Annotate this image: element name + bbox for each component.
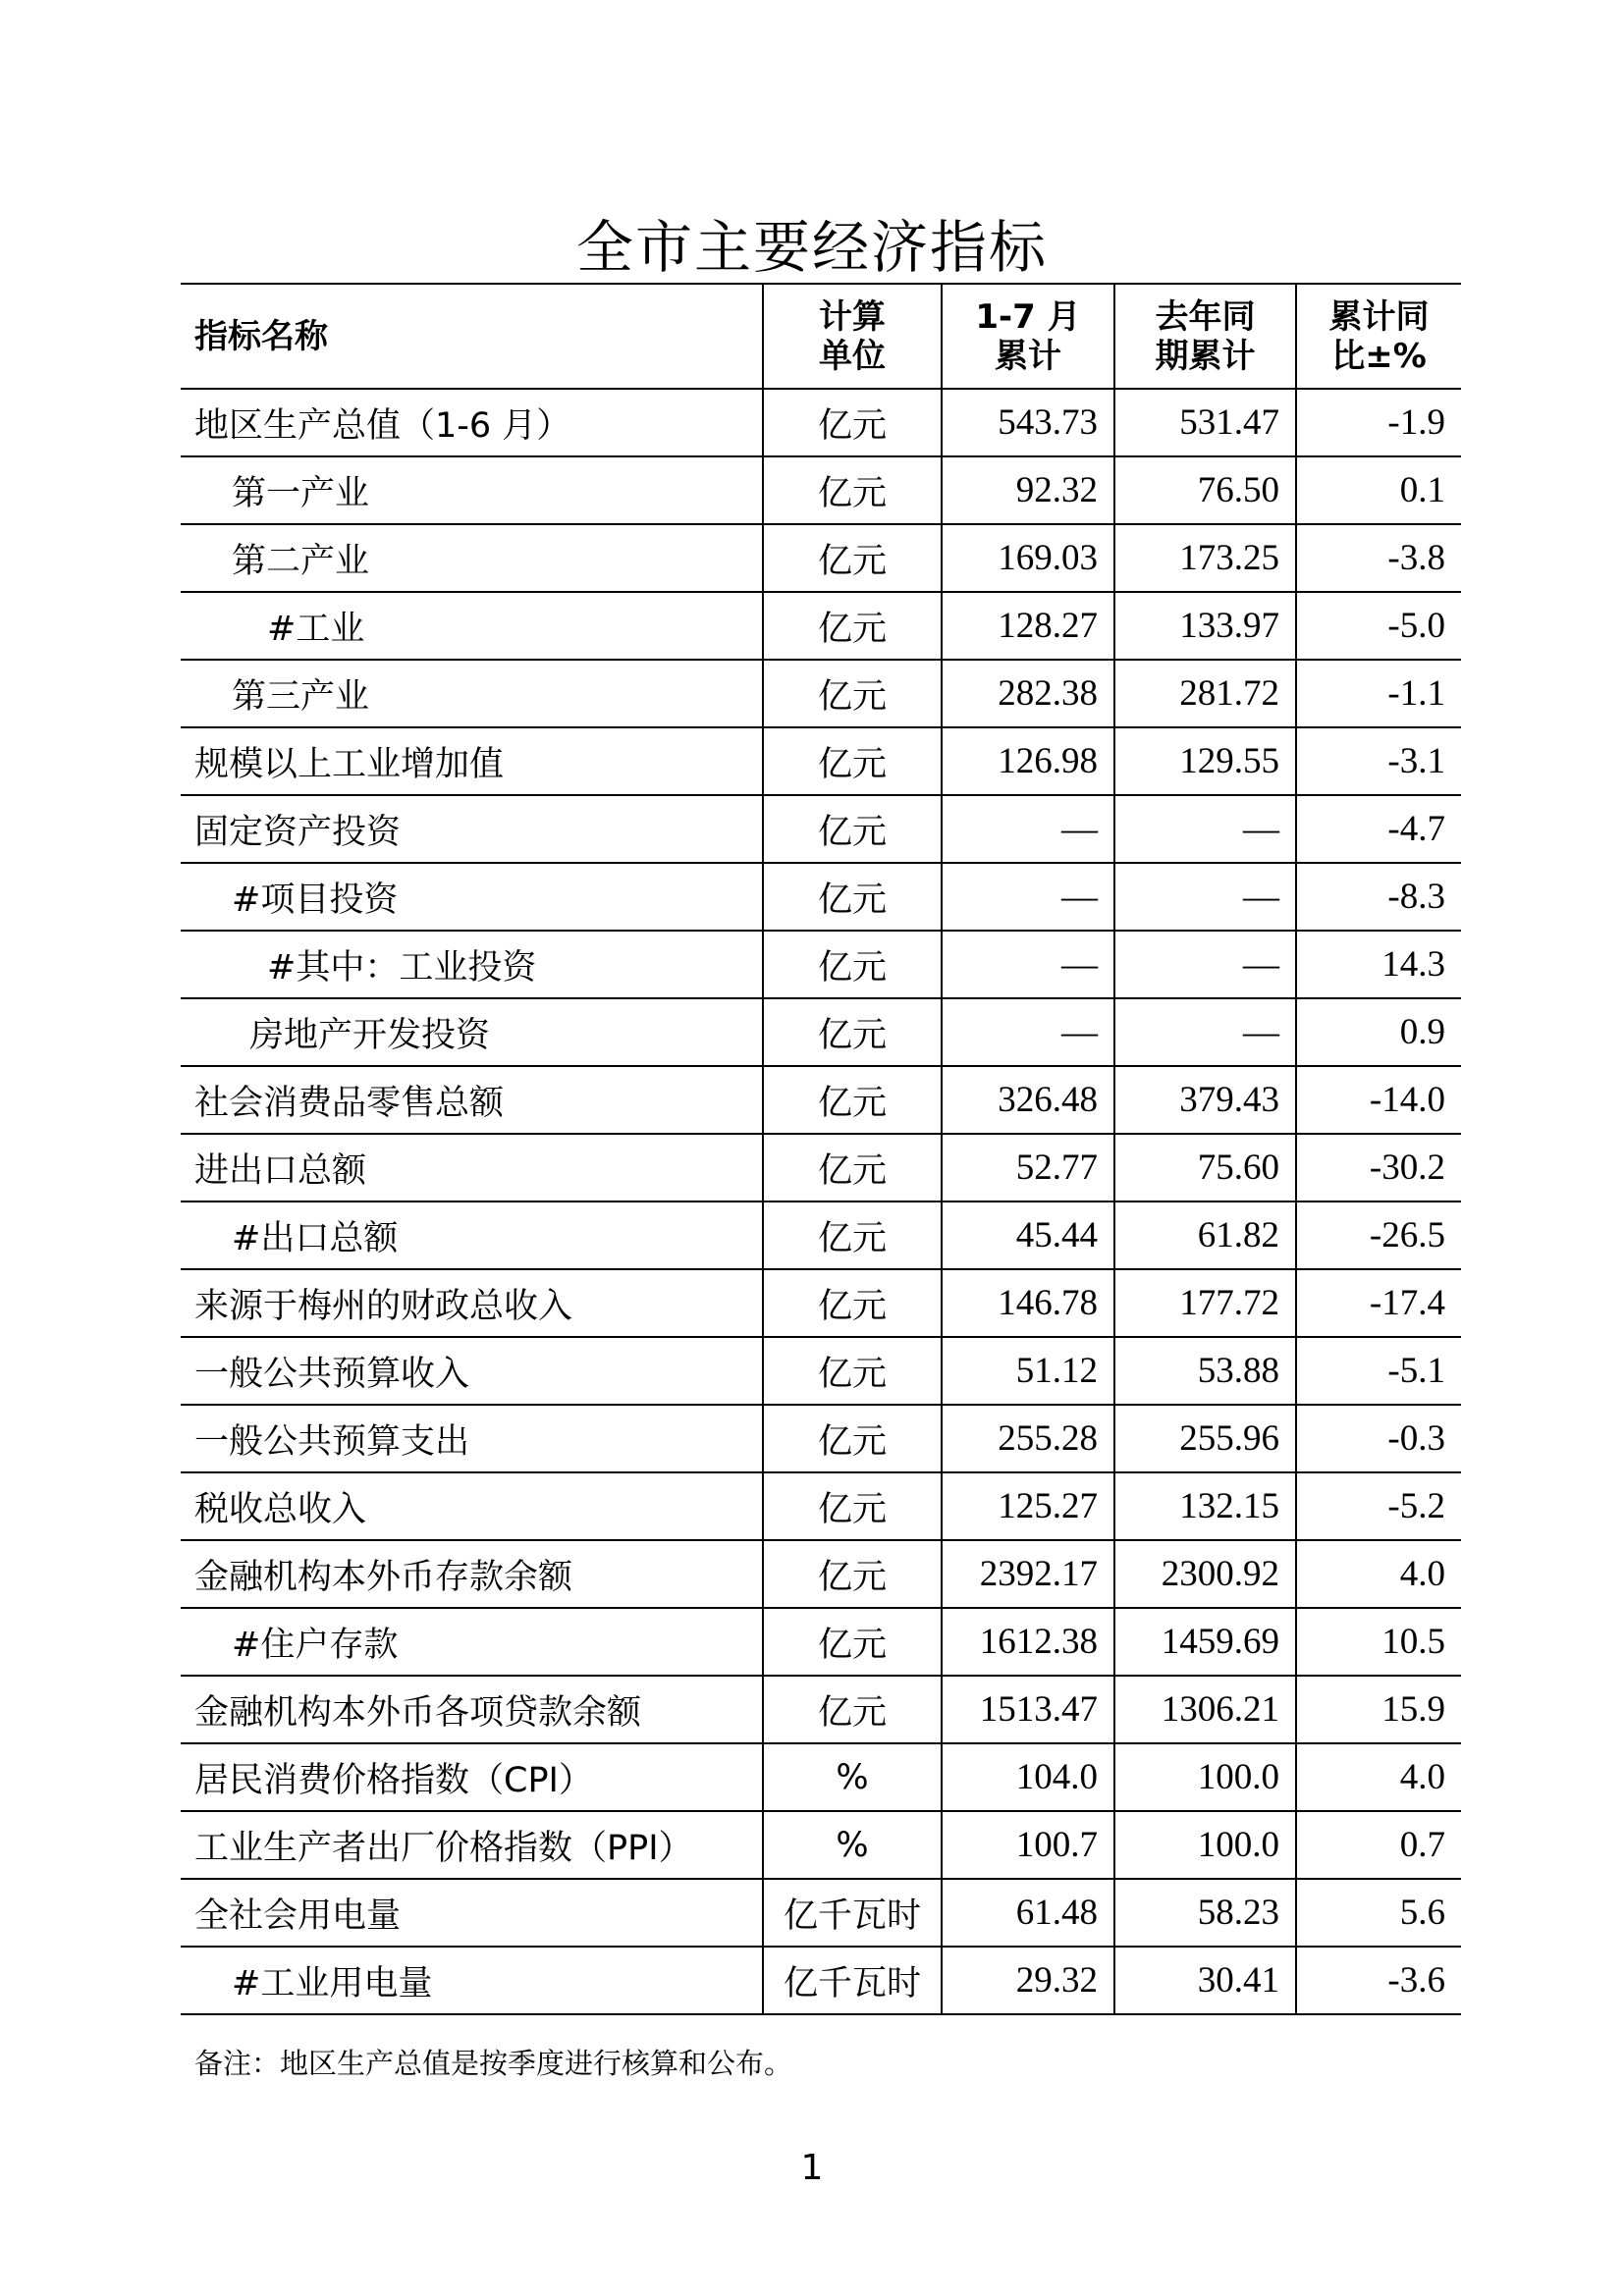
indicator-name-cell: 工业生产者出厂价格指数（PPI） (181, 1811, 763, 1879)
yoy-change-cell: 0.9 (1296, 998, 1461, 1066)
table-row (181, 1676, 1461, 1743)
indicator-name-cell: 一般公共预算收入 (181, 1337, 763, 1405)
header-yoy-change (1296, 284, 1461, 389)
table-row (181, 1879, 1461, 1947)
previous-value-cell: 132.15 (1114, 1472, 1296, 1540)
previous-value-cell: 30.41 (1114, 1947, 1296, 2014)
yoy-change-cell: -5.1 (1296, 1337, 1461, 1405)
yoy-change-cell: 5.6 (1296, 1879, 1461, 1947)
table-row (181, 1608, 1461, 1676)
unit-cell: 亿元 (763, 1269, 942, 1337)
header-row (181, 284, 1461, 389)
unit-cell: 亿元 (763, 1134, 942, 1201)
indicator-name-cell: #工业 (181, 592, 763, 660)
current-value-cell: 92.32 (942, 456, 1114, 524)
yoy-change-cell: 15.9 (1296, 1676, 1461, 1743)
table-row (181, 660, 1461, 727)
yoy-change-cell: 10.5 (1296, 1608, 1461, 1676)
yoy-change-cell: -30.2 (1296, 1134, 1461, 1201)
previous-value-cell: 1459.69 (1114, 1608, 1296, 1676)
table-row (181, 1269, 1461, 1337)
current-value-cell: 100.7 (942, 1811, 1114, 1879)
unit-cell: 亿元 (763, 389, 942, 456)
header-current-cumulative (942, 284, 1114, 389)
current-value-cell: — (942, 998, 1114, 1066)
table-row (181, 1134, 1461, 1201)
table-row (181, 1743, 1461, 1811)
unit-cell: 亿元 (763, 456, 942, 524)
indicator-name-cell: 一般公共预算支出 (181, 1405, 763, 1472)
indicator-name-cell: #出口总额 (181, 1201, 763, 1269)
current-value-cell: 255.28 (942, 1405, 1114, 1472)
yoy-change-cell: -3.6 (1296, 1947, 1461, 2014)
indicator-name-cell: #其中：工业投资 (181, 931, 763, 998)
yoy-change-cell: 0.1 (1296, 456, 1461, 524)
footnote: 备注：地区生产总值是按季度进行核算和公布。 (194, 2047, 793, 2080)
table-row (181, 524, 1461, 592)
current-value-cell: 1612.38 (942, 1608, 1114, 1676)
indicator-name-cell: 全社会用电量 (181, 1879, 763, 1947)
current-value-cell: 1513.47 (942, 1676, 1114, 1743)
page-title: 全市主要经济指标 (575, 214, 1048, 281)
previous-value-cell: 61.82 (1114, 1201, 1296, 1269)
unit-cell: 亿元 (763, 1201, 942, 1269)
current-value-cell: 125.27 (942, 1472, 1114, 1540)
table-row (181, 1947, 1461, 2014)
current-value-cell: 2392.17 (942, 1540, 1114, 1608)
header-unit-line2: 单位 (819, 336, 886, 376)
current-value-cell: 543.73 (942, 389, 1114, 456)
unit-cell: 亿元 (763, 1676, 942, 1743)
current-value-cell: 128.27 (942, 592, 1114, 660)
previous-value-cell: 100.0 (1114, 1811, 1296, 1879)
yoy-change-cell: -26.5 (1296, 1201, 1461, 1269)
indicator-name-cell: 进出口总额 (181, 1134, 763, 1201)
table-header (181, 284, 1461, 389)
header-unit-line1: 计算 (819, 296, 886, 337)
indicators-table (181, 283, 1461, 2015)
header-unit (763, 284, 942, 389)
indicator-name-cell: 规模以上工业增加值 (181, 727, 763, 795)
previous-value-cell: 173.25 (1114, 524, 1296, 592)
current-value-cell: 104.0 (942, 1743, 1114, 1811)
table-row (181, 1066, 1461, 1134)
indicator-name-cell: 居民消费价格指数（CPI） (181, 1743, 763, 1811)
previous-value-cell: — (1114, 795, 1296, 863)
previous-value-cell: 75.60 (1114, 1134, 1296, 1201)
yoy-change-cell: 4.0 (1296, 1743, 1461, 1811)
header-pct-line2: 比±% (1331, 336, 1427, 376)
current-value-cell: 169.03 (942, 524, 1114, 592)
unit-cell: 亿元 (763, 1405, 942, 1472)
unit-cell: 亿元 (763, 524, 942, 592)
current-value-cell: 51.12 (942, 1337, 1114, 1405)
yoy-change-cell: -5.2 (1296, 1472, 1461, 1540)
indicator-name-cell: #项目投资 (181, 863, 763, 931)
previous-value-cell: 379.43 (1114, 1066, 1296, 1134)
unit-cell: 亿元 (763, 1472, 942, 1540)
indicator-name-cell: 第三产业 (181, 660, 763, 727)
previous-value-cell: 1306.21 (1114, 1676, 1296, 1743)
previous-value-cell: — (1114, 931, 1296, 998)
unit-cell: 亿元 (763, 592, 942, 660)
previous-value-cell: 531.47 (1114, 389, 1296, 456)
unit-cell: % (763, 1743, 942, 1811)
indicator-name-cell: 金融机构本外币各项贷款余额 (181, 1676, 763, 1743)
previous-value-cell: 255.96 (1114, 1405, 1296, 1472)
table-row (181, 456, 1461, 524)
header-previous-line2: 期累计 (1155, 336, 1256, 376)
current-value-cell: — (942, 795, 1114, 863)
table-row (181, 1201, 1461, 1269)
previous-value-cell: 53.88 (1114, 1337, 1296, 1405)
current-value-cell: 282.38 (942, 660, 1114, 727)
yoy-change-cell: -4.7 (1296, 795, 1461, 863)
table-row (181, 1472, 1461, 1540)
table-row (181, 863, 1461, 931)
table-body (181, 389, 1461, 2014)
yoy-change-cell: -1.1 (1296, 660, 1461, 727)
header-indicator-name: 指标名称 (181, 284, 763, 389)
indicator-name-cell: 来源于梅州的财政总收入 (181, 1269, 763, 1337)
yoy-change-cell: -5.0 (1296, 592, 1461, 660)
table-row (181, 592, 1461, 660)
previous-value-cell: 177.72 (1114, 1269, 1296, 1337)
yoy-change-cell: -8.3 (1296, 863, 1461, 931)
yoy-change-cell: -1.9 (1296, 389, 1461, 456)
yoy-change-cell: 0.7 (1296, 1811, 1461, 1879)
current-value-cell: 146.78 (942, 1269, 1114, 1337)
previous-value-cell: — (1114, 998, 1296, 1066)
unit-cell: 亿元 (763, 863, 942, 931)
previous-value-cell: 2300.92 (1114, 1540, 1296, 1608)
indicator-name-cell: 第二产业 (181, 524, 763, 592)
current-value-cell: 126.98 (942, 727, 1114, 795)
indicator-name-cell: #住户存款 (181, 1608, 763, 1676)
unit-cell: 亿千瓦时 (763, 1947, 942, 2014)
current-value-cell: 61.48 (942, 1879, 1114, 1947)
table-row (181, 998, 1461, 1066)
current-value-cell: 45.44 (942, 1201, 1114, 1269)
indicator-name-cell: #工业用电量 (181, 1947, 763, 2014)
unit-cell: 亿元 (763, 660, 942, 727)
yoy-change-cell: -0.3 (1296, 1405, 1461, 1472)
unit-cell: % (763, 1811, 942, 1879)
unit-cell: 亿元 (763, 727, 942, 795)
indicator-name-cell: 税收总收入 (181, 1472, 763, 1540)
previous-value-cell: 133.97 (1114, 592, 1296, 660)
yoy-change-cell: 14.3 (1296, 931, 1461, 998)
indicator-name-cell: 第一产业 (181, 456, 763, 524)
table-row (181, 389, 1461, 456)
table-row (181, 1540, 1461, 1608)
indicator-name-cell: 金融机构本外币存款余额 (181, 1540, 763, 1608)
current-value-cell: 29.32 (942, 1947, 1114, 2014)
indicator-name-cell: 房地产开发投资 (181, 998, 763, 1066)
yoy-change-cell: -3.1 (1296, 727, 1461, 795)
unit-cell: 亿元 (763, 1337, 942, 1405)
indicator-name-cell: 固定资产投资 (181, 795, 763, 863)
previous-value-cell: — (1114, 863, 1296, 931)
current-value-cell: 326.48 (942, 1066, 1114, 1134)
indicator-name-cell: 地区生产总值（1-6 月） (181, 389, 763, 456)
page-number: 1 (800, 2148, 824, 2188)
table-row (181, 795, 1461, 863)
previous-value-cell: 281.72 (1114, 660, 1296, 727)
previous-value-cell: 58.23 (1114, 1879, 1296, 1947)
yoy-change-cell: -3.8 (1296, 524, 1461, 592)
table-row (181, 1405, 1461, 1472)
header-previous-line1: 去年同 (1155, 296, 1256, 337)
current-value-cell: — (942, 931, 1114, 998)
current-value-cell: — (942, 863, 1114, 931)
current-value-cell: 52.77 (942, 1134, 1114, 1201)
table-row (181, 931, 1461, 998)
unit-cell: 亿元 (763, 1540, 942, 1608)
header-pct-line1: 累计同 (1328, 296, 1430, 337)
unit-cell: 亿元 (763, 1608, 942, 1676)
previous-value-cell: 76.50 (1114, 456, 1296, 524)
unit-cell: 亿元 (763, 795, 942, 863)
header-previous-cumulative (1114, 284, 1296, 389)
yoy-change-cell: -14.0 (1296, 1066, 1461, 1134)
indicator-name-cell: 社会消费品零售总额 (181, 1066, 763, 1134)
unit-cell: 亿千瓦时 (763, 1879, 942, 1947)
yoy-change-cell: 4.0 (1296, 1540, 1461, 1608)
table-row (181, 727, 1461, 795)
unit-cell: 亿元 (763, 1066, 942, 1134)
header-current-line1: 1-7 月 (975, 296, 1081, 337)
yoy-change-cell: -17.4 (1296, 1269, 1461, 1337)
unit-cell: 亿元 (763, 931, 942, 998)
header-current-line2: 累计 (995, 336, 1061, 376)
previous-value-cell: 100.0 (1114, 1743, 1296, 1811)
table-row (181, 1811, 1461, 1879)
table-row (181, 1337, 1461, 1405)
unit-cell: 亿元 (763, 998, 942, 1066)
previous-value-cell: 129.55 (1114, 727, 1296, 795)
